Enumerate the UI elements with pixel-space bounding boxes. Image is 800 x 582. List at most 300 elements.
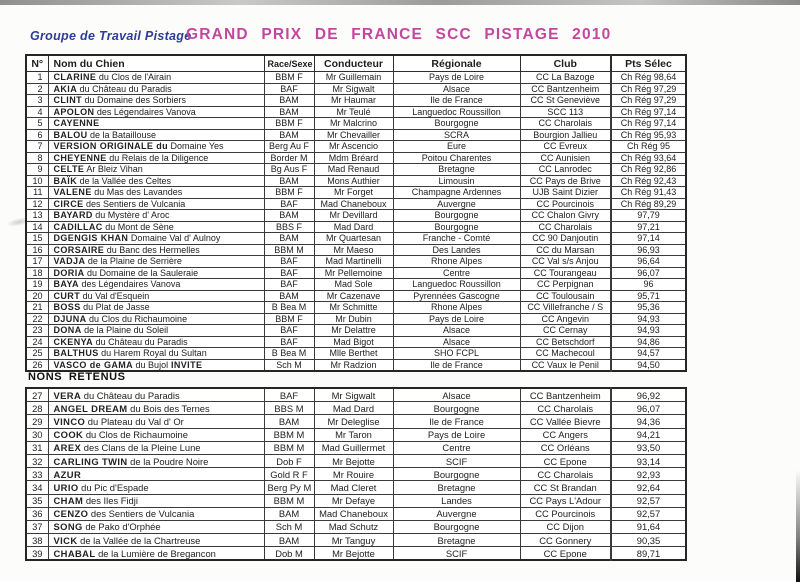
cell-pts: 89,71 [611, 547, 686, 561]
cell-conducteur: Mad Cleret [314, 481, 393, 494]
cell-regionale: Pays de Loire [393, 72, 520, 84]
cell-num: 5 [26, 118, 48, 130]
cell-num: 11 [26, 187, 48, 199]
cell-race: Sch M [264, 359, 314, 371]
cell-pts: 93,14 [611, 454, 686, 467]
cell-conducteur: Mad Dard [314, 402, 393, 415]
cell-race: BAF [264, 256, 314, 268]
cell-regionale: Ile de France [393, 415, 520, 428]
cell-race: B Bea M [264, 348, 314, 360]
cell-num: 38 [26, 534, 48, 547]
table-row [26, 141, 686, 153]
cell-regionale: Bourgogne [393, 520, 520, 533]
cell-num: 30 [26, 428, 48, 441]
cell-club: UJB Saint Dizier [520, 187, 611, 199]
cell-conducteur: Mr Bejotte [314, 454, 393, 467]
cell-pts: 97,14 [611, 233, 686, 245]
cell-race: BBM M [264, 494, 314, 507]
cell-race: BBM F [264, 72, 314, 84]
cell-club: CC Bantzenheim [520, 83, 611, 95]
cell-num: 15 [26, 233, 48, 245]
cell-club: CC Bantzenheim [520, 388, 611, 402]
cell-num: 7 [26, 141, 48, 153]
col-header-nom: Nom du Chien [48, 55, 264, 72]
group-label: Groupe de Travail Pistage [30, 29, 192, 43]
cell-regionale: Bourgogne [393, 402, 520, 415]
cell-conducteur: Mr Tanguy [314, 534, 393, 547]
cell-race: BBM M [264, 244, 314, 256]
table-row [26, 83, 686, 95]
table-row [26, 441, 686, 454]
cell-nom: BOSS du Plat de Jasse [48, 302, 264, 314]
page-title: GRAND PRIX DE FRANCE SCC PISTAGE 2010 [186, 26, 612, 43]
cell-conducteur: Mad Sole [314, 279, 393, 291]
cell-regionale: Rhone Alpes [393, 256, 520, 268]
cell-conducteur: Mr Haumar [314, 95, 393, 107]
cell-regionale: Bourgogne [393, 210, 520, 222]
cell-num: 2 [26, 83, 48, 95]
cell-conducteur: Mlle Berthet [314, 348, 393, 360]
cell-nom: BALOU de la Bataillouse [48, 129, 264, 141]
cell-conducteur: Mr Sigwalt [314, 388, 393, 402]
cell-pts: Ch Rég 97,14 [611, 118, 686, 130]
col-header-num: N° [26, 55, 48, 72]
cell-race: BBM M [264, 428, 314, 441]
cell-race: BAM [264, 210, 314, 222]
cell-race: Dob M [264, 547, 314, 561]
cell-num: 8 [26, 152, 48, 164]
cell-nom: CKENYA du Château du Paradis [48, 336, 264, 348]
cell-conducteur: Mr Devillard [314, 210, 393, 222]
cell-num: 20 [26, 290, 48, 302]
cell-nom: VINCO du Plateau du Val d' Or [48, 415, 264, 428]
table-row [26, 244, 686, 256]
cell-nom: CARLING TWIN de la Poudre Noire [48, 454, 264, 467]
cell-regionale: Landes [393, 494, 520, 507]
cell-num: 18 [26, 267, 48, 279]
cell-race: BAM [264, 415, 314, 428]
cell-club: CC Vaux le Penil [520, 359, 611, 371]
cell-num: 28 [26, 402, 48, 415]
cell-regionale: SCIF [393, 547, 520, 561]
cell-conducteur: Mad Guillermet [314, 441, 393, 454]
cell-race: BAF [264, 325, 314, 337]
cell-club: CC Dijon [520, 520, 611, 533]
cell-club: CC Tourangeau [520, 267, 611, 279]
cell-conducteur: Mr Rouire [314, 468, 393, 481]
cell-club: CC Evreux [520, 141, 611, 153]
cell-club: CC Toulousain [520, 290, 611, 302]
cell-race: BBM F [264, 118, 314, 130]
cell-nom: CURT du Val d'Esquein [48, 290, 264, 302]
cell-conducteur: Mr Maeso [314, 244, 393, 256]
cell-club: CC Val s/s Anjou [520, 256, 611, 268]
cell-nom: CHABAL de la Lumière de Bregancon [48, 547, 264, 561]
cell-club: CC Angevin [520, 313, 611, 325]
table-row [26, 348, 686, 360]
cell-num: 23 [26, 325, 48, 337]
col-header-pts: Pts Sélec [611, 55, 686, 72]
cell-race: BBS F [264, 221, 314, 233]
cell-regionale: Pyrennées Gascogne [393, 290, 520, 302]
cell-num: 27 [26, 388, 48, 402]
table-row [26, 72, 686, 84]
cell-num: 12 [26, 198, 48, 210]
cell-regionale: Centre [393, 441, 520, 454]
cell-regionale: Ile de France [393, 95, 520, 107]
cell-club: CC Pourcinois [520, 198, 611, 210]
cell-race: Bg Aus F [264, 164, 314, 176]
table-row [26, 129, 686, 141]
cell-pts: 92,64 [611, 481, 686, 494]
cell-num: 36 [26, 507, 48, 520]
cell-race: B Bea M [264, 302, 314, 314]
cell-nom: AREX des Clans de la Pleine Lune [48, 441, 264, 454]
cell-club: CC Vallée Bievre [520, 415, 611, 428]
cell-pts: 93,50 [611, 441, 686, 454]
cell-num: 4 [26, 106, 48, 118]
cell-club: CC Orléans [520, 441, 611, 454]
cell-race: Berg Au F [264, 141, 314, 153]
cell-num: 1 [26, 72, 48, 84]
cell-conducteur: Mr Deleglise [314, 415, 393, 428]
cell-conducteur: Mr Ascencio [314, 141, 393, 153]
cell-club: CC Epone [520, 454, 611, 467]
cell-nom: VADJA de la Plaine de Serrière [48, 256, 264, 268]
cell-regionale: SCIF [393, 454, 520, 467]
cell-regionale: Auvergne [393, 198, 520, 210]
cell-nom: BAYARD du Mystère d' Aroc [48, 210, 264, 222]
cell-num: 13 [26, 210, 48, 222]
table-row [26, 118, 686, 130]
cell-conducteur: Mad Renaud [314, 164, 393, 176]
cell-conducteur: Mad Chaneboux [314, 198, 393, 210]
cell-race: Berg Py M [264, 481, 314, 494]
cell-nom: CELTE Ar Bleiz Vihan [48, 164, 264, 176]
cell-club: CC Charolais [520, 402, 611, 415]
cell-nom: AKIA du Château du Paradis [48, 83, 264, 95]
cell-pts: 96,92 [611, 388, 686, 402]
table-row [26, 415, 686, 428]
cell-regionale: Alsace [393, 388, 520, 402]
cell-race: BAF [264, 279, 314, 291]
cell-conducteur: Mr Teulé [314, 106, 393, 118]
cell-num: 25 [26, 348, 48, 360]
cell-nom: VERSION ORIGINALE du Domaine Yes [48, 141, 264, 153]
table-row [26, 313, 686, 325]
cell-num: 17 [26, 256, 48, 268]
cell-regionale: Bretagne [393, 534, 520, 547]
cell-pts: 94,21 [611, 428, 686, 441]
cell-nom: VASCO de GAMA du Bujol INVITE [48, 359, 264, 371]
table-row [26, 164, 686, 176]
cell-pts: Ch Rég 92,86 [611, 164, 686, 176]
section-label-nons-retenus: NONS RETENUS [28, 371, 126, 383]
cell-conducteur: Mr Bejotte [314, 547, 393, 561]
cell-race: BAF [264, 336, 314, 348]
cell-pts: 96,07 [611, 267, 686, 279]
cell-regionale: Auvergne [393, 507, 520, 520]
cell-pts: 92,57 [611, 494, 686, 507]
cell-pts: 91,64 [611, 520, 686, 533]
cell-nom: VALENE du Mas des Lavandes [48, 187, 264, 199]
cell-race: BAM [264, 290, 314, 302]
cell-nom: CLINT du Domaine des Sorbiers [48, 95, 264, 107]
table-row [26, 152, 686, 164]
table-row [26, 507, 686, 520]
cell-nom: VERA du Château du Paradis [48, 388, 264, 402]
cell-race: Border M [264, 152, 314, 164]
cell-club: CC Chalon Givry [520, 210, 611, 222]
cell-nom: URIO du Pic d'Espade [48, 481, 264, 494]
cell-nom: BAÏK de la Vallée des Celtes [48, 175, 264, 187]
cell-regionale: Limousin [393, 175, 520, 187]
cell-regionale: Des Landes [393, 244, 520, 256]
cell-nom: CHEYENNE du Relais de la Diligence [48, 152, 264, 164]
table-non-retenus [25, 387, 687, 561]
cell-nom: CORSAIRE du Banc des Hermelles [48, 244, 264, 256]
cell-nom: BALTHUS du Harem Royal du Sultan [48, 348, 264, 360]
cell-race: BAM [264, 175, 314, 187]
table-row [26, 468, 686, 481]
cell-pts: Ch Rég 97,29 [611, 95, 686, 107]
cell-regionale: Pays de Loire [393, 428, 520, 441]
cell-conducteur: Mr Defaye [314, 494, 393, 507]
cell-race: BAM [264, 95, 314, 107]
cell-nom: SONG de Pako d'Orphée [48, 520, 264, 533]
cell-club: CC Charolais [520, 468, 611, 481]
cell-conducteur: Mad Chaneboux [314, 507, 393, 520]
cell-club: CC Perpignan [520, 279, 611, 291]
cell-conducteur: Mad Bigot [314, 336, 393, 348]
cell-pts: 94,50 [611, 359, 686, 371]
col-header-race: Race/Sexe [264, 55, 314, 72]
table-row [26, 359, 686, 371]
cell-nom: DONA de la Plaine du Soleil [48, 325, 264, 337]
table-row [26, 520, 686, 533]
table-row [26, 402, 686, 415]
cell-pts: Ch Rég 97,14 [611, 106, 686, 118]
cell-club: CC Pourcinois [520, 507, 611, 520]
cell-num: 6 [26, 129, 48, 141]
cell-num: 10 [26, 175, 48, 187]
table-row [26, 256, 686, 268]
cell-nom: DJUNA du Clos du Richaumoine [48, 313, 264, 325]
cell-regionale: Languedoc Roussillon [393, 279, 520, 291]
cell-pts: Ch Rég 93,64 [611, 152, 686, 164]
table-row [26, 481, 686, 494]
table-row [26, 233, 686, 245]
cell-num: 29 [26, 415, 48, 428]
cell-num: 14 [26, 221, 48, 233]
table-row [26, 187, 686, 199]
table-row [26, 221, 686, 233]
cell-conducteur: Mad Martinelli [314, 256, 393, 268]
cell-race: BAM [264, 534, 314, 547]
cell-club: CC La Bazoge [520, 72, 611, 84]
table-row [26, 534, 686, 547]
cell-regionale: Alsace [393, 336, 520, 348]
table-row [26, 95, 686, 107]
cell-pts: Ch Rég 95 [611, 141, 686, 153]
cell-club: CC du Marsan [520, 244, 611, 256]
cell-nom: VICK de la Vallée de la Chartreuse [48, 534, 264, 547]
cell-regionale: Bourgogne [393, 221, 520, 233]
cell-regionale: Pays de Loire [393, 313, 520, 325]
cell-race: BAM [264, 233, 314, 245]
cell-club: CC Angers [520, 428, 611, 441]
cell-regionale: Poitou Charentes [393, 152, 520, 164]
cell-nom: DORIA du Domaine de la Sauleraie [48, 267, 264, 279]
table-row [26, 210, 686, 222]
cell-pts: 94,36 [611, 415, 686, 428]
cell-conducteur: Mr Delattre [314, 325, 393, 337]
cell-club: CC Pays L'Adour [520, 494, 611, 507]
cell-nom: DGENGIS KHAN Domaine Val d' Aulnoy [48, 233, 264, 245]
cell-club: CC Betschdorf [520, 336, 611, 348]
cell-pts: 94,57 [611, 348, 686, 360]
table-row [26, 198, 686, 210]
cell-nom: APOLON des Légendaires Vanova [48, 106, 264, 118]
cell-conducteur: Mr Forget [314, 187, 393, 199]
cell-race: BAM [264, 106, 314, 118]
cell-race: BAF [264, 388, 314, 402]
cell-pts: 92,93 [611, 468, 686, 481]
cell-regionale: Ile de France [393, 359, 520, 371]
cell-num: 22 [26, 313, 48, 325]
cell-num: 3 [26, 95, 48, 107]
cell-club: CC Gonnery [520, 534, 611, 547]
cell-club: CC Cernay [520, 325, 611, 337]
col-header-club: Club [520, 55, 611, 72]
cell-num: 21 [26, 302, 48, 314]
cell-pts: 97,21 [611, 221, 686, 233]
cell-race: BBM F [264, 187, 314, 199]
cell-pts: Ch Rég 97,29 [611, 83, 686, 95]
table-retenus [25, 54, 687, 372]
cell-race: Gold R F [264, 468, 314, 481]
cell-nom: CENZO des Sentiers de Vulcania [48, 507, 264, 520]
cell-num: 24 [26, 336, 48, 348]
cell-conducteur: Mr Cazenave [314, 290, 393, 302]
table-row [26, 454, 686, 467]
cell-conducteur: Mad Dard [314, 221, 393, 233]
cell-race: BAF [264, 198, 314, 210]
cell-club: CC Pays de Brive [520, 175, 611, 187]
cell-pts: 95,36 [611, 302, 686, 314]
cell-regionale: Centre [393, 267, 520, 279]
cell-pts: 94,86 [611, 336, 686, 348]
table-row [26, 302, 686, 314]
cell-conducteur: Mr Dubin [314, 313, 393, 325]
cell-num: 33 [26, 468, 48, 481]
cell-conducteur: Mons Authier [314, 175, 393, 187]
table-row [26, 290, 686, 302]
cell-pts: Ch Rég 89,29 [611, 198, 686, 210]
cell-race: Sch M [264, 520, 314, 533]
cell-club: SCC 113 [520, 106, 611, 118]
cell-conducteur: Mr Radzion [314, 359, 393, 371]
cell-regionale: Alsace [393, 83, 520, 95]
table-header-row [26, 55, 686, 72]
cell-regionale: Rhone Alpes [393, 302, 520, 314]
cell-conducteur: Mr Malcrino [314, 118, 393, 130]
cell-num: 26 [26, 359, 48, 371]
cell-num: 16 [26, 244, 48, 256]
cell-race: BAF [264, 83, 314, 95]
cell-regionale: Champagne Ardennes [393, 187, 520, 199]
col-header-regionale: Régionale [393, 55, 520, 72]
cell-club: CC St Geneviève [520, 95, 611, 107]
cell-regionale: Bretagne [393, 164, 520, 176]
cell-num: 9 [26, 164, 48, 176]
cell-conducteur: Mr Sigwalt [314, 83, 393, 95]
cell-race: BAM [264, 507, 314, 520]
table-row [26, 267, 686, 279]
cell-race: BBS M [264, 402, 314, 415]
cell-regionale: Franche - Comté [393, 233, 520, 245]
cell-pts: 95,71 [611, 290, 686, 302]
cell-nom: AZUR [48, 468, 264, 481]
cell-nom: COOK du Clos de Richaumoine [48, 428, 264, 441]
table-row [26, 494, 686, 507]
table-row [26, 279, 686, 291]
col-header-conducteur: Conducteur [314, 55, 393, 72]
cell-regionale: SHO FCPL [393, 348, 520, 360]
cell-club: CC Machecoul [520, 348, 611, 360]
cell-conducteur: Mr Taron [314, 428, 393, 441]
cell-num: 32 [26, 454, 48, 467]
cell-race: BAM [264, 129, 314, 141]
cell-regionale: SCRA [393, 129, 520, 141]
table-row [26, 428, 686, 441]
cell-conducteur: Mr Quartesan [314, 233, 393, 245]
cell-race: BBM F [264, 313, 314, 325]
cell-conducteur: Mad Schutz [314, 520, 393, 533]
cell-num: 39 [26, 547, 48, 561]
cell-club: CC Charolais [520, 221, 611, 233]
cell-pts: 96,93 [611, 244, 686, 256]
cell-regionale: Eure [393, 141, 520, 153]
cell-pts: 94,93 [611, 325, 686, 337]
scan-edge-mark [796, 470, 800, 582]
cell-regionale: Bretagne [393, 481, 520, 494]
cell-club: CC Charolais [520, 118, 611, 130]
cell-pts: Ch Rég 98,64 [611, 72, 686, 84]
cell-nom: CADILLAC du Mont de Sène [48, 221, 264, 233]
cell-pts: 96,64 [611, 256, 686, 268]
cell-num: 34 [26, 481, 48, 494]
cell-pts: Ch Rég 92,43 [611, 175, 686, 187]
cell-regionale: Languedoc Roussillon [393, 106, 520, 118]
cell-nom: CAYENNE [48, 118, 264, 130]
scan-top-shadow [0, 0, 800, 5]
cell-race: BBM M [264, 441, 314, 454]
cell-num: 19 [26, 279, 48, 291]
cell-pts: Ch Rég 91,43 [611, 187, 686, 199]
cell-pts: 90,35 [611, 534, 686, 547]
cell-pts: 96,07 [611, 402, 686, 415]
cell-nom: ANGEL DREAM du Bois des Ternes [48, 402, 264, 415]
cell-pts: 94,93 [611, 313, 686, 325]
cell-conducteur: Mdm Bréard [314, 152, 393, 164]
cell-num: 35 [26, 494, 48, 507]
cell-num: 31 [26, 441, 48, 454]
cell-club: CC 90 Danjoutin [520, 233, 611, 245]
table-row [26, 175, 686, 187]
cell-regionale: Bourgogne [393, 118, 520, 130]
cell-pts: 92,57 [611, 507, 686, 520]
